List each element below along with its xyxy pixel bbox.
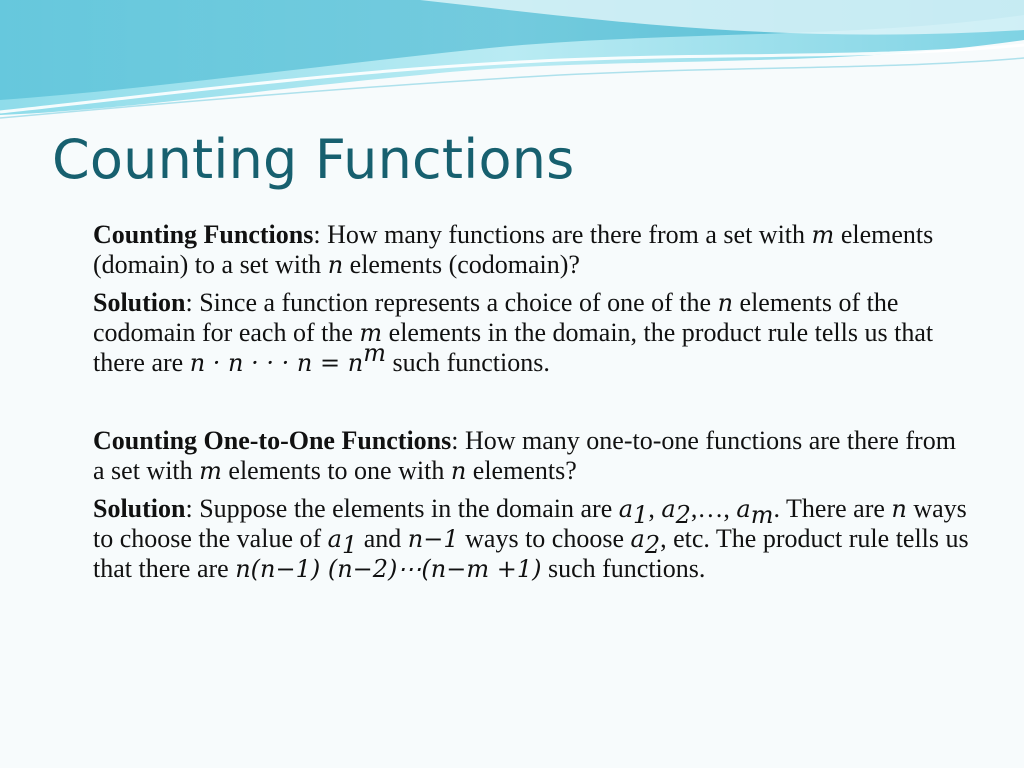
math-formula: n(n−1) (n−2)⋯(n−m +1)	[235, 555, 542, 583]
text: : How many one-to-one functions are there from a set with	[93, 426, 956, 485]
paragraph-counting-functions	[93, 220, 973, 280]
math-subscript: 1	[633, 501, 649, 529]
math-var: n	[327, 251, 344, 279]
slide-title: Counting Functions	[52, 128, 575, 191]
text: such functions.	[385, 348, 550, 377]
math-superscript: m	[363, 339, 386, 367]
heading-solution: Solution	[93, 494, 186, 523]
math-var: n	[450, 457, 467, 485]
text: ways to choose	[458, 524, 631, 553]
text: and	[357, 524, 408, 553]
math-var: a	[661, 495, 676, 523]
math-var: a	[630, 525, 645, 553]
text: elements in the domain, the product rule tells us that there are	[93, 318, 934, 377]
paragraph-counting-one-to-one	[93, 426, 973, 486]
text: ,…,	[690, 494, 737, 523]
heading-counting-one-to-one: Counting One-to-One Functions	[93, 426, 452, 455]
text: . There are	[773, 494, 892, 523]
text: such functions.	[541, 554, 706, 583]
math-expression: n−1	[407, 525, 459, 553]
math-subscript: m	[750, 501, 774, 529]
math-var: m	[199, 457, 222, 485]
math-var: a	[736, 495, 751, 523]
text: : Suppose the elements in the domain are	[185, 494, 619, 523]
heading-counting-functions: Counting Functions	[93, 220, 314, 249]
text: elements (codomain)?	[343, 250, 580, 279]
math-subscript: 1	[341, 531, 358, 559]
paragraph-solution-1	[93, 288, 973, 378]
math-subscript: 2	[675, 501, 691, 529]
math-var: a	[618, 495, 634, 523]
text: elements of the codomain for each of the	[93, 288, 899, 347]
text: : How many functions are there from a set with	[313, 220, 812, 249]
text: elements (domain) to a set with	[93, 220, 934, 279]
math-var: m	[811, 221, 835, 249]
math-var: a	[327, 525, 342, 553]
heading-solution: Solution	[93, 288, 186, 317]
math-var: n	[891, 495, 907, 523]
wave-banner	[0, 0, 1024, 130]
text: ,	[648, 494, 662, 523]
text: : Since a function represents a choice of one of the	[185, 288, 718, 317]
slide-body	[93, 220, 973, 592]
text: ways to choose the value of	[93, 494, 967, 553]
math-var: m	[359, 319, 383, 347]
text: elements?	[466, 456, 577, 485]
math-subscript: 2	[644, 531, 661, 559]
spacer	[93, 386, 973, 426]
paragraph-solution-2	[93, 494, 973, 584]
text: , etc. The product rule tells us that there are	[93, 524, 969, 583]
text: elements to one with	[221, 456, 451, 485]
math-var: n	[717, 289, 734, 317]
math-formula: n · n · · · n = n	[189, 349, 364, 377]
